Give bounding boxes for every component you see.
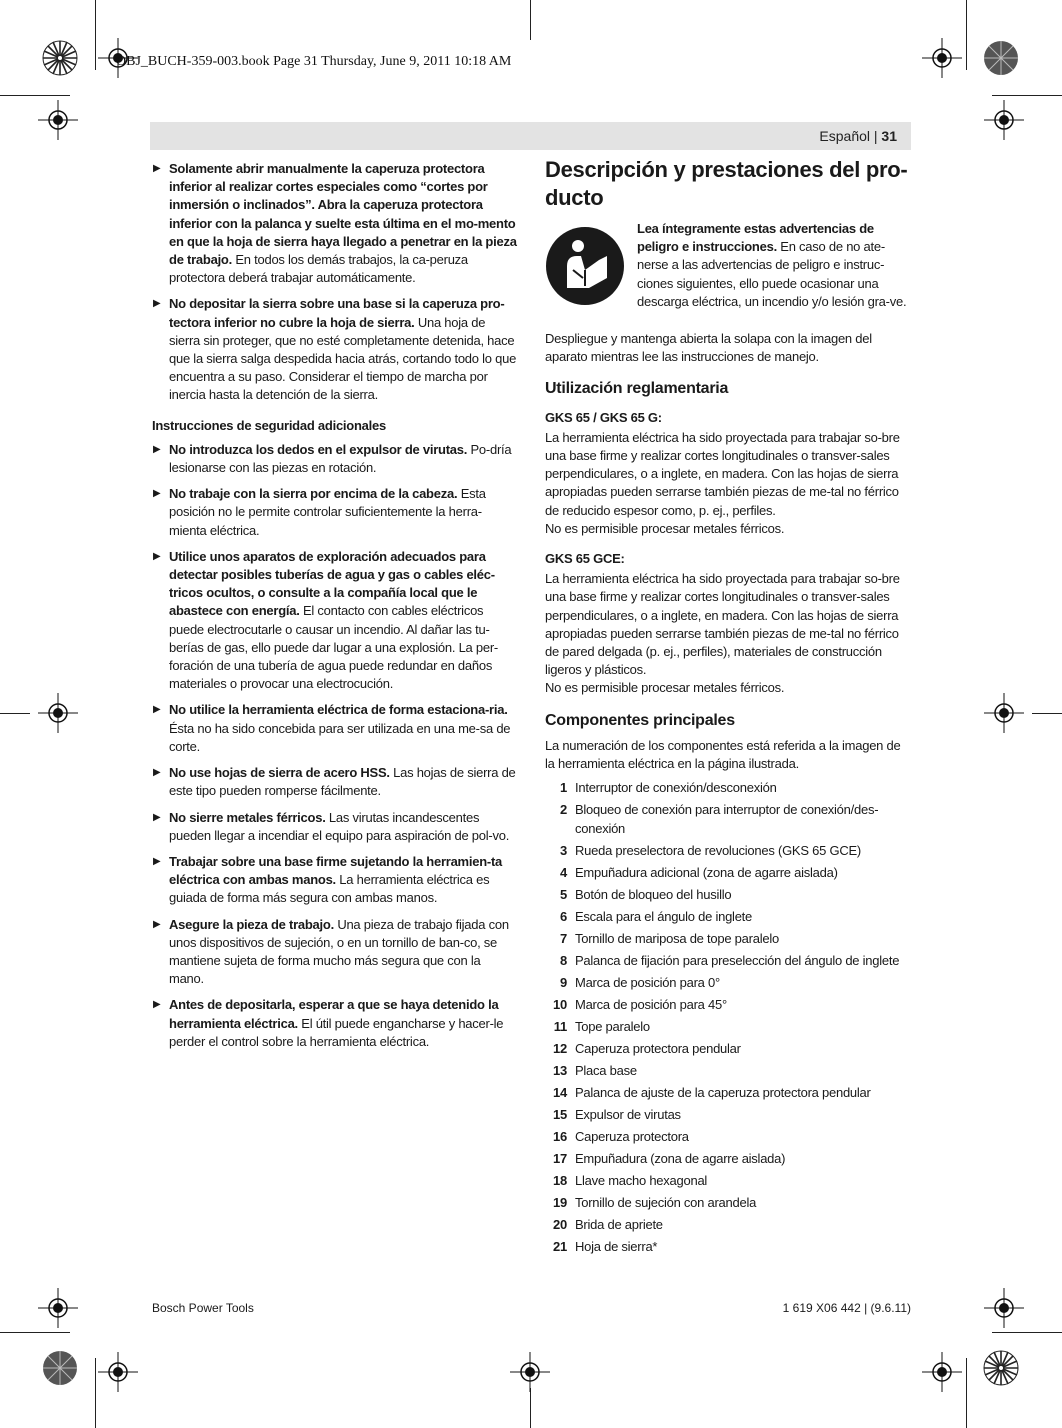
model-description: La herramienta eléctrica ha sido proyectada para trabajar so-bre una base firme y realizar cortes longitudinales o transver-sales perpendiculares, o a inglete, en madera. Con las hojas de sierra apropiadas pueden serrarse también piezas de me-tal no férrico de pared delgada (p. ej., perfiles), materiales de construcción ligeros y plásticos. bbox=[545, 571, 900, 678]
bullet-text: Ésta no ha sido concebida para ser utilizada en una me-sa de corte. bbox=[169, 720, 511, 754]
starburst-target-icon bbox=[983, 1350, 1019, 1386]
crop-mark bbox=[0, 713, 30, 714]
bullet-triangle-icon: ▶ bbox=[153, 443, 161, 455]
bullet-triangle-icon: ▶ bbox=[153, 767, 161, 779]
safety-bullet bbox=[152, 295, 518, 404]
item-text: Llave macho hexagonal bbox=[575, 1173, 708, 1189]
safety-bullet bbox=[152, 809, 518, 845]
list-item bbox=[545, 908, 911, 926]
model-heading: GKS 65 GCE: bbox=[545, 551, 625, 567]
item-number: 15 bbox=[553, 1107, 567, 1123]
bullet-text: Una hoja de sierra sin proteger, que no esté completamente detenida, hace que la sierra salga despedida hacia atrás, cortando todo lo que encuentra a su paso. Considerar el tiempo de marcha por inercia hasta la detención de la sierra. bbox=[169, 314, 517, 403]
list-item bbox=[545, 930, 911, 948]
list-item bbox=[545, 996, 911, 1014]
starburst-target-icon bbox=[42, 40, 78, 76]
registration-crosshair-icon bbox=[38, 100, 78, 140]
item-text: Hoja de sierra* bbox=[575, 1239, 658, 1255]
safety-bullet bbox=[152, 996, 518, 1051]
safety-bullet bbox=[152, 764, 518, 800]
safety-bullet bbox=[152, 916, 518, 989]
bullet-triangle-icon: ▶ bbox=[153, 855, 161, 867]
item-text: Tope paralelo bbox=[575, 1018, 650, 1034]
model-note: No es permisible procesar metales férricos. bbox=[545, 520, 785, 536]
bullet-triangle-icon: ▶ bbox=[153, 999, 161, 1011]
item-text: Tornillo de sujeción con arandela bbox=[575, 1195, 757, 1211]
bullet-text: El contacto con cables eléctricos puede electrocutarle o causar un incendio. Al dañar las tu-berías de gas, ello puede dar lugar a una explosión. La per-foración de una tubería de agua puede redundar en daños materiales o provocar una electrocución. bbox=[169, 603, 499, 692]
list-item bbox=[545, 1216, 911, 1234]
item-number: 14 bbox=[553, 1085, 567, 1101]
item-number: 5 bbox=[560, 886, 567, 902]
starburst-target-icon bbox=[983, 40, 1019, 76]
item-number: 20 bbox=[553, 1217, 567, 1233]
crop-mark bbox=[95, 0, 96, 70]
item-text: Caperuza protectora pendular bbox=[575, 1040, 741, 1056]
safety-bullet bbox=[152, 548, 518, 694]
item-number: 12 bbox=[553, 1040, 567, 1056]
item-number: 21 bbox=[553, 1239, 567, 1255]
item-text: Tornillo de mariposa de tope paralelo bbox=[575, 930, 779, 946]
read-manual-icon bbox=[545, 226, 625, 306]
item-number: 11 bbox=[553, 1018, 567, 1034]
item-number: 1 bbox=[560, 780, 567, 796]
bullet-bold: Antes de depositarla, esperar a que se haya detenido la herramienta eléctrica. bbox=[169, 997, 499, 1031]
footer-brand: Bosch Power Tools bbox=[152, 1301, 254, 1315]
bullet-bold: No sierre metales férricos. bbox=[169, 809, 326, 825]
model-note: No es permisible procesar metales férricos. bbox=[545, 680, 785, 696]
item-text: Bloqueo de conexión para interruptor de conexión/des-conexión bbox=[575, 802, 879, 836]
item-text: Empuñadura (zona de agarre aislada) bbox=[575, 1151, 786, 1167]
item-text: Expulsor de virutas bbox=[575, 1107, 681, 1123]
model-heading: GKS 65 / GKS 65 G: bbox=[545, 409, 662, 425]
bullet-text: Las virutas incandescentes pueden llegar a incendiar el equipo para aspiración de pol-vo. bbox=[169, 809, 510, 843]
crop-mark bbox=[992, 95, 1062, 96]
safety-bullet bbox=[152, 485, 518, 540]
components-heading: Componentes principales bbox=[545, 711, 735, 729]
safety-bullet bbox=[152, 160, 518, 287]
item-text: Empuñadura adicional (zona de agarre aislada) bbox=[575, 864, 838, 880]
components-list bbox=[545, 779, 911, 1256]
right-column bbox=[545, 156, 911, 1260]
crop-mark bbox=[966, 0, 967, 70]
bullet-bold: No use hojas de sierra de acero HSS. bbox=[169, 765, 390, 781]
list-item bbox=[545, 1106, 911, 1124]
item-number: 16 bbox=[553, 1129, 567, 1145]
item-text: Placa base bbox=[575, 1063, 637, 1079]
registration-crosshair-icon bbox=[510, 1352, 550, 1392]
item-text: Caperuza protectora bbox=[575, 1129, 689, 1145]
bullet-triangle-icon: ▶ bbox=[153, 918, 161, 930]
bullet-triangle-icon: ▶ bbox=[153, 811, 161, 823]
registration-crosshair-icon bbox=[922, 1352, 962, 1392]
safety-bullet bbox=[152, 701, 518, 756]
list-item bbox=[545, 1128, 911, 1146]
list-item bbox=[545, 842, 911, 860]
bullet-bold: Solamente abrir manualmente la caperuza protectora inferior al realizar cortes especiales como “cortes por inmersión o inclinados”. Abra la caperuza protectora inferior con la palanca y suelte esta última en el mo-mento en que la hoja de sierra haya llegado a penetrar en la pieza de trabajo. bbox=[169, 161, 517, 268]
list-item bbox=[545, 801, 911, 837]
item-number: 19 bbox=[553, 1195, 567, 1211]
registration-crosshair-icon bbox=[984, 693, 1024, 733]
header-separator: | bbox=[873, 128, 878, 144]
bullet-bold: No trabaje con la sierra por encima de la cabeza. bbox=[169, 486, 458, 502]
page-header bbox=[819, 128, 897, 144]
item-number: 10 bbox=[553, 996, 567, 1012]
item-text: Palanca de ajuste de la caperuza protectora pendular bbox=[575, 1085, 871, 1101]
registration-crosshair-icon bbox=[922, 38, 962, 78]
crop-mark bbox=[530, 1388, 531, 1428]
item-number: 6 bbox=[560, 908, 567, 924]
item-number: 8 bbox=[560, 952, 567, 968]
crop-mark bbox=[992, 1332, 1062, 1333]
components-intro: La numeración de los componentes está referida a la imagen de la herramienta eléctrica en la página ilustrada. bbox=[545, 737, 901, 772]
bullet-triangle-icon: ▶ bbox=[153, 163, 161, 174]
header-language: Español bbox=[819, 128, 870, 144]
footer-doc-code: 1 619 X06 442 | (9.6.11) bbox=[782, 1301, 911, 1315]
item-text: Brida de apriete bbox=[575, 1217, 663, 1233]
bullet-text: La herramienta eléctrica es guiada de forma más segura con ambas manos. bbox=[169, 872, 490, 906]
usage-heading: Utilización reglamentaria bbox=[545, 380, 729, 398]
item-number: 18 bbox=[553, 1173, 567, 1189]
additional-safety-heading: Instrucciones de seguridad adicionales bbox=[152, 417, 386, 433]
bullet-text: Esta posición no le permite controlar suficientemente la herra-mienta eléctrica. bbox=[169, 486, 486, 538]
list-item bbox=[545, 974, 911, 992]
item-text: Escala para el ángulo de inglete bbox=[575, 908, 753, 924]
section-title: Descripción y prestaciones del pro-ducto bbox=[545, 157, 908, 210]
list-item bbox=[545, 1194, 911, 1212]
warning-text: En caso de no ate-nerse a las advertencias de peligro e instruc-ciones siguientes, ello puede ocasionar una descarga eléctrica, un incendio y/o lesión gra-ve. bbox=[637, 239, 907, 309]
bullet-bold: No introduzca los dedos en el expulsor de virutas. bbox=[169, 441, 468, 457]
list-item bbox=[545, 1018, 911, 1036]
item-number: 7 bbox=[560, 930, 567, 946]
fold-note: Despliegue y mantenga abierta la solapa con la imagen del aparato mientras lee las instrucciones de manejo. bbox=[545, 331, 872, 365]
item-text: Interruptor de conexión/desconexión bbox=[575, 780, 777, 796]
crop-mark bbox=[0, 95, 70, 96]
bullet-triangle-icon: ▶ bbox=[153, 298, 161, 310]
crop-mark bbox=[95, 1358, 96, 1428]
bullet-text: Las hojas de sierra de este tipo pueden romperse fácilmente. bbox=[169, 765, 516, 799]
list-item bbox=[545, 886, 911, 904]
item-number: 3 bbox=[560, 842, 567, 858]
bullet-triangle-icon: ▶ bbox=[153, 550, 161, 562]
model-description: La herramienta eléctrica ha sido proyectada para trabajar so-bre una base firme y realizar cortes longitudinales o transver-sales perpendiculares, o a inglete, en madera. Con las hojas de sierra apropiadas pueden serrarse también piezas de me-tal no férrico de reducido espesor como, p. ej., perfiles. bbox=[545, 429, 900, 518]
safety-bullet bbox=[152, 441, 518, 477]
starburst-target-icon bbox=[42, 1350, 78, 1386]
bullet-text: Una pieza de trabajo fijada con unos dispositivos de sujeción, o en un tornillo de ban-co, se mantiene sujeta de forma mucho más segura que con la mano. bbox=[169, 916, 509, 987]
item-text: Marca de posición para 45° bbox=[575, 996, 727, 1012]
list-item bbox=[545, 1150, 911, 1168]
warning-block bbox=[545, 220, 911, 324]
item-text: Botón de bloqueo del husillo bbox=[575, 886, 732, 902]
page-header-bar bbox=[150, 122, 911, 150]
registration-crosshair-icon bbox=[38, 693, 78, 733]
list-item bbox=[545, 779, 911, 797]
crop-mark bbox=[1032, 713, 1062, 714]
bullet-text: El útil puede engancharse y hacer-le perder el control sobre la herramienta eléctrica. bbox=[169, 1015, 504, 1049]
bullet-text: En todos los demás trabajos, la ca-peruza protectora deberá trabajar automáticamente. bbox=[169, 252, 468, 286]
item-text: Marca de posición para 0° bbox=[575, 974, 720, 990]
item-number: 9 bbox=[560, 974, 567, 990]
item-number: 4 bbox=[560, 864, 567, 880]
bullet-bold: No depositar la sierra sobre una base si la caperuza pro-tectora inferior no cubre la hoja de sierra. bbox=[169, 296, 505, 330]
bullet-text: Po-dría lesionarse con las piezas en rotación. bbox=[169, 441, 512, 476]
bullet-triangle-icon: ▶ bbox=[153, 704, 161, 716]
safety-bullet bbox=[152, 853, 518, 908]
bullet-bold: Trabajar sobre una base firme sujetando la herramien-ta eléctrica con ambas manos. bbox=[169, 853, 503, 888]
registration-crosshair-icon bbox=[98, 1352, 138, 1392]
crop-mark bbox=[0, 1332, 70, 1333]
bullet-bold: Utilice unos aparatos de exploración adecuados para detectar posibles tuberías de agua y gas o cables eléc-tricos ocultos, o consulte a la compañía local que le abastece con energía. bbox=[169, 548, 495, 619]
page-number: 31 bbox=[881, 128, 897, 144]
list-item bbox=[545, 1238, 911, 1256]
bullet-triangle-icon: ▶ bbox=[153, 488, 161, 500]
item-number: 13 bbox=[553, 1063, 567, 1079]
warning-bold: Lea íntegramente estas advertencias de peligro e instrucciones. bbox=[637, 221, 874, 255]
item-number: 17 bbox=[553, 1151, 567, 1167]
registration-crosshair-icon bbox=[984, 100, 1024, 140]
list-item bbox=[545, 1040, 911, 1058]
registration-crosshair-icon bbox=[984, 1288, 1024, 1328]
book-header: OBJ_BUCH-359-003.book Page 31 Thursday, June 9, 2011 10:18 AM bbox=[116, 54, 512, 69]
bullet-bold: Asegure la pieza de trabajo. bbox=[169, 916, 334, 932]
bullet-bold: No utilice la herramienta eléctrica de forma estaciona-ria. bbox=[169, 702, 508, 718]
left-column bbox=[152, 160, 518, 1059]
item-text: Rueda preselectora de revoluciones (GKS 65 GCE) bbox=[575, 842, 861, 858]
item-number: 2 bbox=[560, 802, 567, 818]
list-item bbox=[545, 864, 911, 882]
list-item bbox=[545, 1084, 911, 1102]
crop-mark bbox=[966, 1358, 967, 1428]
list-item bbox=[545, 1172, 911, 1190]
list-item bbox=[545, 1062, 911, 1080]
registration-crosshair-icon bbox=[38, 1288, 78, 1328]
list-item bbox=[545, 952, 911, 970]
crop-mark bbox=[530, 0, 531, 40]
item-text: Palanca de fijación para preselección del ángulo de inglete bbox=[575, 952, 900, 968]
